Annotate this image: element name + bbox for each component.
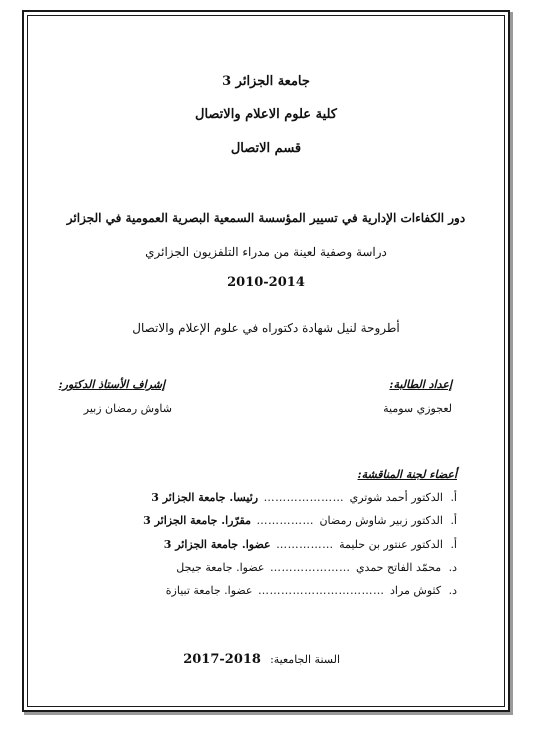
academic-year-label: السنة الجامعية: xyxy=(270,653,340,666)
thesis-period: 2010-2014 xyxy=(227,275,305,290)
supervisor-label: إشراف الأستاذ الدكتور: xyxy=(58,378,165,391)
committee-label: أعضاء لجنة المناقشة: xyxy=(357,468,457,481)
academic-year xyxy=(183,648,340,667)
member-name: الدكتور زبير شاوش رمضان xyxy=(319,514,443,527)
member-name: محمّد الفاتح حمدي xyxy=(355,561,442,574)
member-dots: …………… xyxy=(256,514,314,527)
committee-member xyxy=(87,514,457,532)
member-prefix: أ. xyxy=(450,514,457,527)
member-role: مقرّرا. جامعة الجزائر 3 xyxy=(143,514,251,527)
supervisor-name: شاوش رمضان زبير xyxy=(83,402,172,415)
member-dots: …………… xyxy=(276,538,334,551)
committee-member xyxy=(87,561,457,579)
page-shadow-right xyxy=(510,12,513,714)
degree-statement: أطروحة لنيل شهادة دكتوراه في علوم الإعلام والاتصال xyxy=(132,321,400,335)
student-name: لعجوزي سومية xyxy=(383,402,452,415)
member-role: عضوا. جامعة الجزائر 3 xyxy=(163,538,271,551)
committee-member xyxy=(87,538,457,556)
member-prefix: د. xyxy=(448,561,457,574)
committee-member xyxy=(87,584,457,602)
faculty-name: كلية علوم الاعلام والاتصال xyxy=(195,107,337,122)
member-role: عضوا. جامعة تبيازة xyxy=(165,584,253,597)
member-role: عضوا. جامعة جيجل xyxy=(176,561,265,574)
academic-year-value: 2017-2018 xyxy=(183,652,261,667)
member-name: كثوش مراد xyxy=(390,584,442,597)
member-prefix: د. xyxy=(448,584,457,597)
member-role: رئيسا. جامعة الجزائر 3 xyxy=(151,491,259,504)
member-name: الدكتور عنتور بن حليمة xyxy=(339,538,443,551)
page-shadow-bottom xyxy=(24,712,513,715)
committee-member xyxy=(87,491,457,509)
thesis-subtitle: دراسة وصفية لعينة من مدراء التلفزيون الجزائري xyxy=(145,245,387,259)
student-label: إعداد الطالبة: xyxy=(389,378,452,391)
member-prefix: أ. xyxy=(450,538,457,551)
member-dots: ………………… xyxy=(269,561,351,574)
department-name: قسم الاتصال xyxy=(230,141,302,156)
member-prefix: أ. xyxy=(450,491,457,504)
member-dots: …………………………… xyxy=(258,584,385,597)
thesis-title: دور الكفاءات الإدارية في تسيير المؤسسة السمعية البصرية العمومية في الجزائر xyxy=(66,211,466,225)
member-name: الدكتور أحمد شوتري xyxy=(349,491,443,504)
member-dots: ………………… xyxy=(263,491,345,504)
university-name: جامعة الجزائر 3 xyxy=(222,74,310,89)
